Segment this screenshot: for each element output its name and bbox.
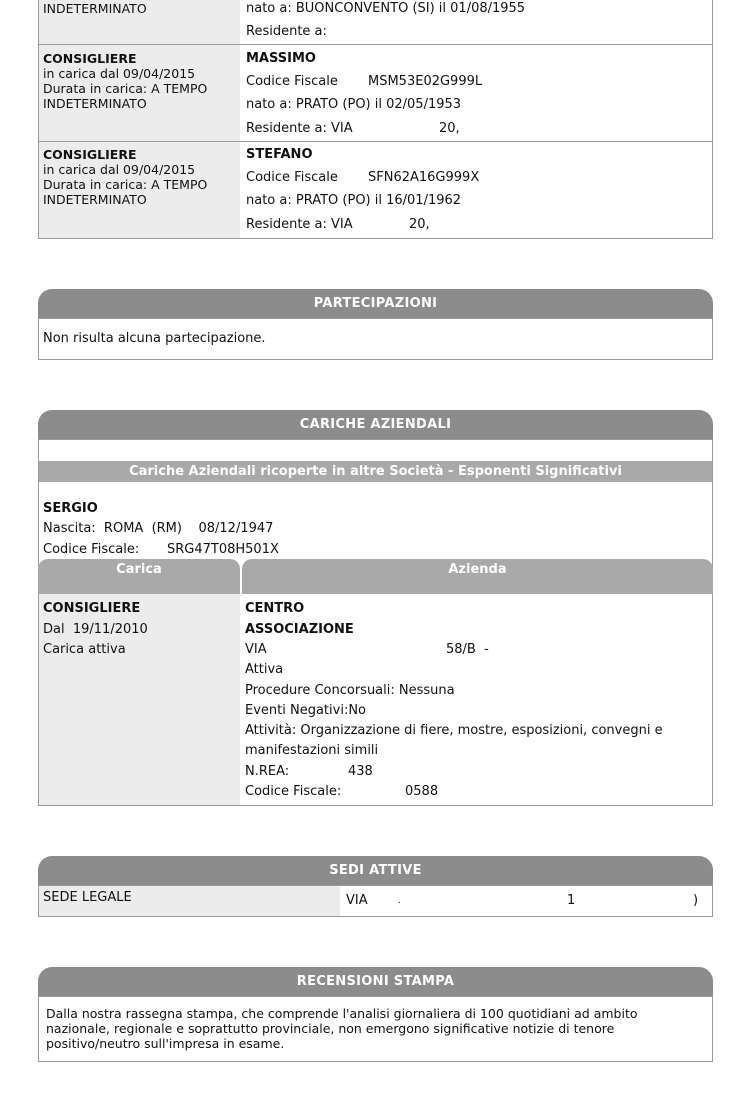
residence-number: 20, (439, 121, 460, 136)
company-tax-code-value: 0588 (405, 784, 439, 799)
birth-info: Nascita: ROMA (RM) 08/12/1947 (43, 521, 274, 536)
birth-info: nato a: PRATO (PO) il 02/05/1953 (246, 97, 462, 112)
tax-code-value: SRG47T08H501X (167, 542, 279, 557)
sede-address-number: 1 (567, 893, 576, 908)
column-header-carica: Carica (38, 559, 240, 594)
carica-date: Dal 19/11/2010 (43, 622, 148, 637)
role-duration-tail: INDETERMINATO (43, 192, 147, 207)
row-divider (38, 44, 713, 45)
person-name: SERGIO (43, 501, 98, 516)
carica-title: CONSIGLIERE (43, 601, 141, 616)
company-name: CENTRO (245, 601, 305, 616)
company-negative-events: Eventi Negativi:No (245, 703, 366, 718)
role-since: in carica dal 09/04/2015 (43, 66, 196, 81)
residence-label: Residente a: VIA (246, 121, 353, 136)
role-duration: Durata in carica: A TEMPO (43, 81, 208, 96)
role-duration-tail: INDETERMINATO (43, 96, 147, 111)
role-duration-tail: INDETERMINATO (43, 1, 147, 16)
rea-label: N.REA: (245, 764, 290, 779)
role-since: in carica dal 09/04/2015 (43, 162, 196, 177)
company-activity-cont: manifestazioni simili (245, 743, 379, 758)
section-header-recensioni: RECENSIONI STAMPA (38, 967, 713, 997)
person-name: MASSIMO (246, 51, 316, 66)
company-procedures: Procedure Concorsuali: Nessuna (245, 683, 455, 698)
birth-info: nato a: PRATO (PO) il 16/01/1962 (246, 193, 462, 208)
tax-code-label: Codice Fiscale: (43, 542, 140, 557)
residence-label: Residente a: (246, 24, 327, 39)
section-header-sedi: SEDI ATTIVE (38, 856, 713, 886)
company-address-number: 58/B - (446, 642, 489, 657)
rea-value: 438 (348, 764, 373, 779)
cariche-subtitle: Cariche Aziendali ricoperte in altre Società - Esponenti Significativi (39, 461, 712, 482)
sede-address-close: ) (693, 893, 699, 908)
sede-address-label: VIA (346, 893, 368, 908)
company-tax-code-label: Codice Fiscale: (245, 784, 342, 799)
tax-code-value: MSM53E02G999L (368, 74, 483, 89)
partecipazioni-text: Non risulta alcuna partecipazione. (43, 331, 266, 346)
tax-code-value: SFN62A16G999X (368, 170, 480, 185)
tax-code-label: Codice Fiscale (246, 74, 338, 89)
column-header-azienda: Azienda (242, 559, 713, 594)
company-status: Attiva (245, 662, 284, 677)
residence-number: 20, (409, 217, 430, 232)
recensioni-text-line1: Dalla nostra rassegna stampa, che comprende l'analisi giornaliera di 100 quotidiani ad ambito (46, 1006, 638, 1021)
person-name: STEFANO (246, 147, 313, 162)
company-address-label: VIA (245, 642, 267, 657)
role-title: CONSIGLIERE (43, 51, 137, 66)
company-activity: Attività: Organizzazione di fiere, mostre, esposizioni, convegni e (245, 723, 663, 738)
sede-type: SEDE LEGALE (43, 890, 132, 905)
carica-status: Carica attiva (43, 642, 126, 657)
sede-address-dot: . (398, 896, 401, 906)
company-type: ASSOCIAZIONE (245, 622, 354, 637)
tax-code-label: Codice Fiscale (246, 170, 338, 185)
section-header-partecipazioni: PARTECIPAZIONI (38, 289, 713, 319)
birth-info: nato a: BUONCONVENTO (SI) il 01/08/1955 (246, 1, 526, 16)
role-title: CONSIGLIERE (43, 147, 137, 162)
section-header-cariche: CARICHE AZIENDALI (38, 410, 713, 440)
role-duration: Durata in carica: A TEMPO (43, 177, 208, 192)
recensioni-text-line2: nazionale, regionale e soprattutto provinciale, non emergono significative notizie di tenore (46, 1021, 615, 1036)
residence-label: Residente a: VIA (246, 217, 353, 232)
row-divider (38, 141, 713, 142)
recensioni-text-line3: positivo/neutro sull'impresa in esame. (46, 1036, 285, 1051)
